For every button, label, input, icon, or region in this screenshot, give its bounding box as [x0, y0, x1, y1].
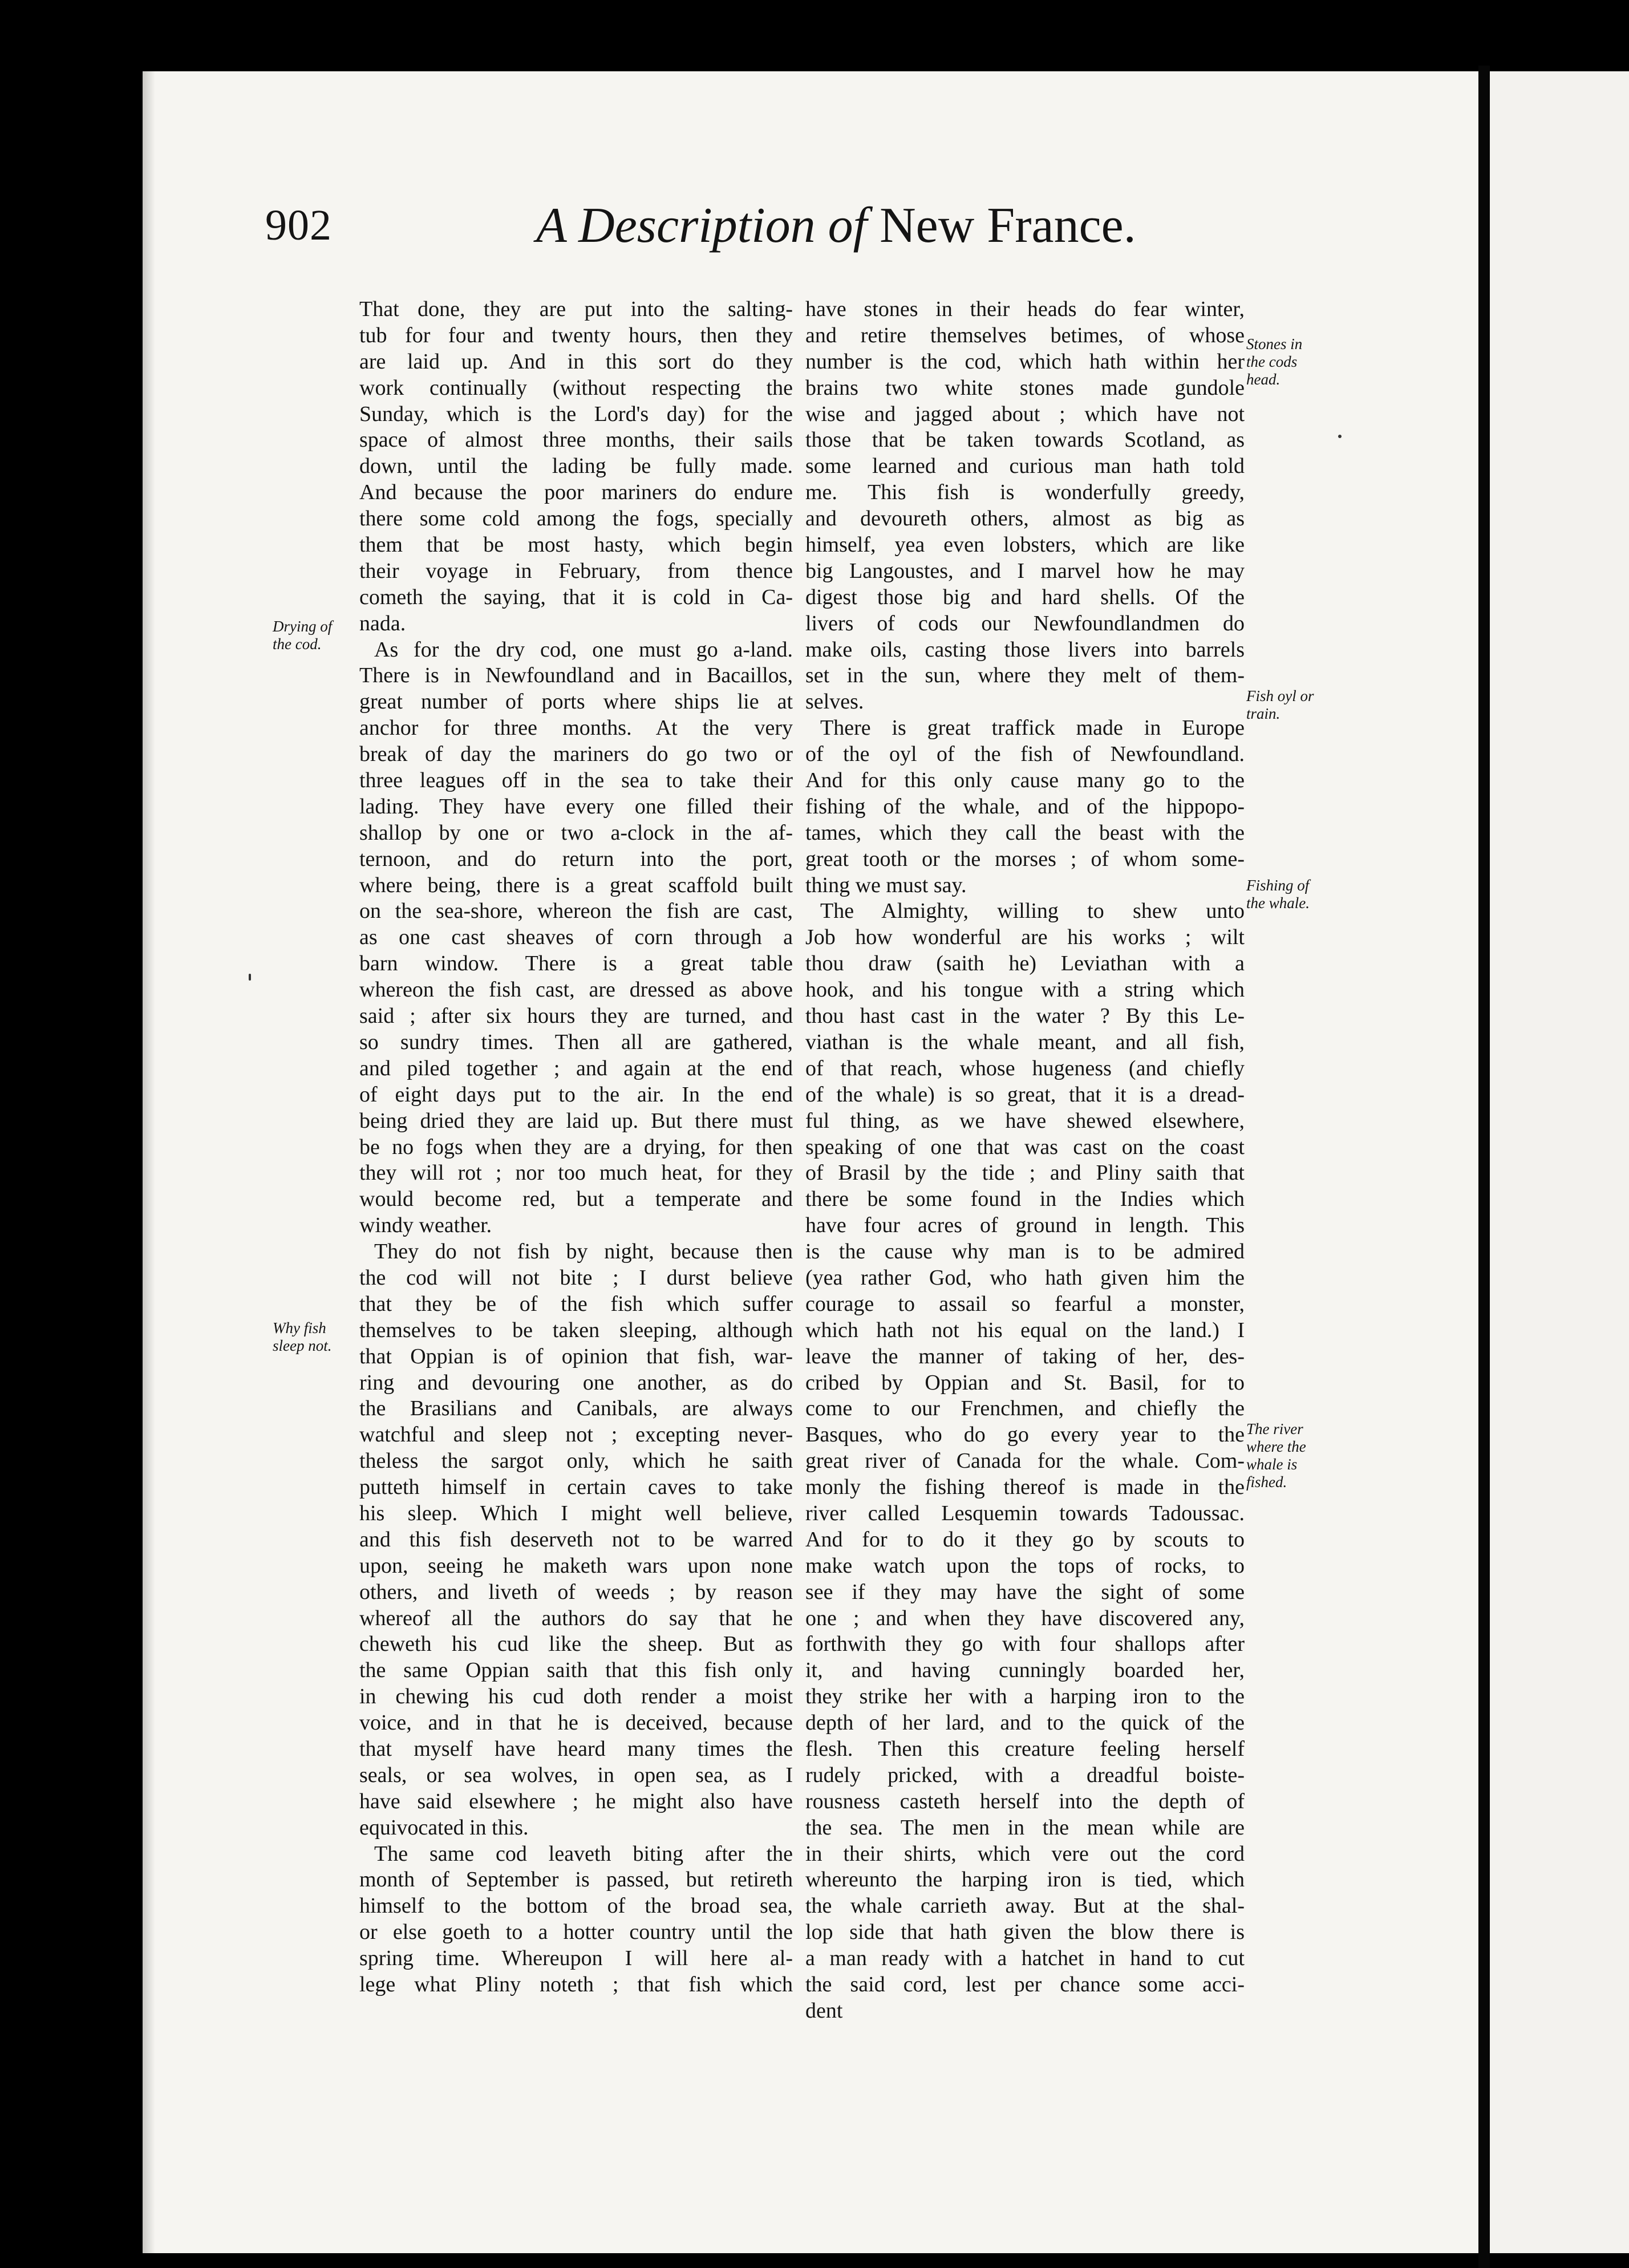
text-line: watchful and sleep not ; excepting never- [359, 1423, 793, 1447]
text-line: they strike her with a harping iron to the [805, 1684, 1245, 1709]
text-line: or else goeth to a hotter country until the [359, 1920, 793, 1945]
text-line: of Brasil by the tide ; and Pliny saith that [805, 1161, 1245, 1185]
text-line: space of almost three months, their sails [359, 428, 793, 452]
margin-note-line: Stones in [1246, 335, 1303, 353]
left-text-column [359, 297, 793, 1998]
text-line: be no fogs when they are a drying, for then [359, 1135, 793, 1159]
text-line: and devoureth others, almost as big as [805, 507, 1245, 531]
margin-note-line: train. [1246, 705, 1280, 722]
text-line: that myself have heard many times the [359, 1736, 793, 1761]
text-line: brains two white stones made gundole [805, 375, 1245, 400]
text-line: themselves to be taken sleeping, although [359, 1318, 793, 1342]
text-line: so sundry times. Then all are gathered, [359, 1030, 793, 1054]
margin-note-line: where the [1246, 1438, 1306, 1455]
running-title-roman: New France. [880, 198, 1136, 253]
text-line: thou draw (saith he) Leviathan with a [805, 951, 1245, 976]
text-line: rudely pricked, with a dreadful boiste- [805, 1763, 1245, 1787]
text-line: rousness casteth herself into the depth of [805, 1789, 1245, 1813]
text-line: them that be most hasty, which begin [359, 533, 793, 557]
text-line: is the cause why man is to be admired [805, 1240, 1245, 1264]
text-line: of the oyl of the fish of Newfoundland. [805, 742, 1245, 767]
text-line: great number of ports where ships lie at [359, 690, 793, 714]
text-line: hook, and his tongue with a string which [805, 978, 1245, 1002]
scan-background [0, 0, 143, 2268]
text-line: lop side that hath given the blow there is [805, 1920, 1245, 1945]
text-line: work continually (without respecting the [359, 375, 793, 400]
text-line: lege what Pliny noteth ; that fish which [359, 1973, 793, 1996]
text-line: courage to assail so fearful a monster, [805, 1291, 1245, 1316]
text-line: whereof all the authors do say that he [359, 1606, 793, 1630]
text-line: There is in Newfoundland and in Bacaillos, [359, 663, 793, 688]
text-line: in their shirts, which vere out the cord [805, 1841, 1245, 1866]
text-line: speaking of one that was cast on the coast [805, 1135, 1245, 1159]
text-line: and retire themselves betimes, of whose [805, 323, 1245, 347]
margin-note-line: Fishing of [1246, 877, 1310, 894]
text-line: depth of her lard, and to the quick of the [805, 1711, 1245, 1735]
margin-note-line: fished. [1246, 1473, 1287, 1491]
text-line: thou hast cast in the water ? By this Le- [805, 1004, 1245, 1028]
text-line: there some cold among the fogs, specially [359, 507, 793, 531]
text-line: one ; and when they have discovered any, [805, 1606, 1245, 1630]
text-line: break of day the mariners do go two or [359, 742, 793, 767]
margin-note-line: Fish oyl or [1246, 687, 1314, 704]
margin-note-fishing-whale [1246, 877, 1343, 912]
text-line: in chewing his cud doth render a moist [359, 1684, 793, 1709]
text-line: ternoon, and do return into the port, [359, 847, 793, 871]
text-line: of that reach, whose hugeness (and chiefly [805, 1056, 1245, 1080]
text-line: the cod will not bite ; I durst believe [359, 1265, 793, 1290]
text-line: on the sea-shore, whereon the fish are cast, [359, 899, 793, 924]
text-line: thing we must say. [805, 873, 967, 897]
margin-note-line: the whale. [1246, 894, 1310, 912]
text-line: of the whale) is so great, that it is a dread- [805, 1082, 1245, 1107]
margin-note-line: Why fish [273, 1319, 326, 1336]
text-line: have said elsewhere ; he might also have [359, 1789, 793, 1813]
text-line: his sleep. Which I might well believe, [359, 1501, 793, 1525]
text-line: Job how wonderful are his works ; wilt [805, 925, 1245, 950]
text-line: come to our Frenchmen, and chiefly the [805, 1396, 1245, 1421]
text-line: livers of cods our Newfoundlandmen do [805, 611, 1245, 635]
text-line: said ; after six hours they are turned, and [359, 1004, 793, 1028]
scan-speck [1338, 435, 1342, 438]
text-line: set in the sun, where they melt of them- [805, 663, 1245, 688]
text-line: wise and jagged about ; which have not [805, 402, 1245, 426]
margin-note-river-whale [1246, 1420, 1343, 1491]
text-line: being dried they are laid up. But there must [359, 1108, 793, 1133]
text-line: selves. [805, 690, 864, 714]
text-line: himself to the bottom of the broad sea, [359, 1894, 793, 1918]
margin-note-why-fish-sleep [273, 1319, 358, 1355]
text-line: which hath not his equal on the land.) I [805, 1318, 1245, 1342]
text-line: tames, which they call the beast with the [805, 820, 1245, 845]
margin-note-line: sleep not. [273, 1337, 332, 1354]
text-line: That done, they are put into the salting- [359, 297, 793, 321]
text-line: shallop by one or two a-clock in the af- [359, 820, 793, 845]
text-line: And because the poor mariners do endure [359, 480, 793, 505]
text-line: those that be taken towards Scotland, as [805, 428, 1245, 452]
text-line: some learned and curious man hath told [805, 454, 1245, 479]
margin-note-line: the cod. [273, 635, 322, 653]
running-title-italic: A Description of [536, 198, 868, 253]
text-line: (yea rather God, who hath given him the [805, 1265, 1245, 1290]
text-line: As for the dry cod, one must go a-land. [374, 637, 793, 662]
text-line: cribed by Oppian and St. Basil, for to [805, 1370, 1245, 1395]
text-line: they will rot ; nor too much heat, for they [359, 1161, 793, 1185]
text-line: digest those big and hard shells. Of the [805, 585, 1245, 609]
text-line: make oils, casting those livers into barrels [805, 637, 1245, 662]
text-line: great river of Canada for the whale. Com- [805, 1449, 1245, 1473]
text-line: theless the sargot only, which he saith [359, 1449, 793, 1473]
text-line: And for to do it they go by scouts to [805, 1527, 1245, 1552]
page-edge-shadow [143, 71, 155, 2253]
text-line: their voyage in February, from thence [359, 558, 793, 583]
text-line: upon, seeing he maketh wars upon none [359, 1553, 793, 1578]
margin-note-stones-head [1246, 335, 1343, 388]
text-line: There is great traffick made in Europe [820, 716, 1245, 740]
text-line: cheweth his cud like the sheep. But as [359, 1632, 793, 1657]
text-line: where being, there is a great scaffold built [359, 873, 793, 897]
text-line: there be some found in the Indies which [805, 1187, 1245, 1212]
text-line: dent [805, 1998, 843, 2023]
text-line: me. This fish is wonderfully greedy, [805, 480, 1245, 505]
text-line: that Oppian is of opinion that fish, war- [359, 1344, 793, 1368]
text-line: seals, or sea wolves, in open sea, as I [359, 1763, 793, 1787]
text-line: ful thing, as we have shewed elsewhere, [805, 1108, 1245, 1133]
text-line: month of September is passed, but retireth [359, 1868, 793, 1892]
text-line: big Langoustes, and I marvel how he may [805, 558, 1245, 583]
text-line: it, and having cunningly boarded her, [805, 1658, 1245, 1683]
text-line: The Almighty, willing to shew unto [820, 899, 1245, 924]
text-line: viathan is the whale meant, and all fish, [805, 1030, 1245, 1054]
text-line: flesh. Then this creature feeling herself [805, 1736, 1245, 1761]
text-line: the sea. The men in the mean while are [805, 1815, 1245, 1840]
text-line: three leagues off in the sea to take their [359, 768, 793, 793]
text-line: and piled together ; and again at the end [359, 1056, 793, 1080]
text-line: leave the manner of taking of her, des- [805, 1344, 1245, 1368]
text-line: windy weather. [359, 1213, 492, 1238]
text-line: a man ready with a hatchet in hand to cut [805, 1946, 1245, 1971]
text-line: ring and devouring one another, as do [359, 1370, 793, 1395]
text-line: equivocated in this. [359, 1815, 529, 1840]
page-gutter [1478, 66, 1490, 2268]
running-title [536, 197, 1136, 254]
margin-note-line: Drying of [273, 618, 333, 635]
text-line: fishing of the whale, and of the hippopo- [805, 794, 1245, 819]
text-line: have four acres of ground in length. This [805, 1213, 1245, 1238]
text-line: the same Oppian saith that this fish only [359, 1658, 793, 1683]
page-number: 902 [265, 201, 332, 249]
text-line: Sunday, which is the Lord's day) for the [359, 402, 793, 426]
text-line: make watch upon the tops of rocks, to [805, 1553, 1245, 1578]
margin-note-line: The river [1246, 1420, 1303, 1437]
facing-page-edge [1490, 71, 1629, 2253]
text-line: and this fish deserveth not to be warred [359, 1527, 793, 1552]
text-line: see if they may have the sight of some [805, 1580, 1245, 1604]
text-line: The same cod leaveth biting after the [374, 1841, 793, 1866]
text-line: that they be of the fish which suffer [359, 1291, 793, 1316]
margin-note-line: whale is [1246, 1456, 1298, 1473]
text-line: number is the cod, which hath within her [805, 349, 1245, 374]
text-line: monly the fishing thereof is made in the [805, 1475, 1245, 1500]
right-text-column [805, 297, 1245, 2024]
text-line: others, and liveth of weeds ; by reason [359, 1580, 793, 1604]
text-line: And for this only cause many go to the [805, 768, 1245, 793]
margin-note-line: head. [1246, 371, 1280, 388]
text-line: have stones in their heads do fear winter, [805, 297, 1245, 321]
margin-note-line: the cods [1246, 353, 1298, 370]
text-line: whereon the fish cast, are dressed as above [359, 978, 793, 1002]
text-line: forthwith they go with four shallops after [805, 1632, 1245, 1657]
margin-note-fish-oyl [1246, 687, 1343, 723]
margin-note-drying-cod [273, 618, 358, 653]
text-line: spring time. Whereupon I will here al- [359, 1946, 793, 1971]
text-line: the Brasilians and Canibals, are always [359, 1396, 793, 1421]
text-line: Basques, who do go every year to the [805, 1423, 1245, 1447]
text-line: lading. They have every one filled their [359, 794, 793, 819]
text-line: whereunto the harping iron is tied, which [805, 1868, 1245, 1892]
text-line: tub for four and twenty hours, then they [359, 323, 793, 347]
text-line: barn window. There is a great table [359, 951, 793, 976]
text-line: the whale carrieth away. But at the shal- [805, 1894, 1245, 1918]
text-line: as one cast sheaves of corn through a [359, 925, 793, 950]
text-line: the said cord, lest per chance some acci- [805, 1973, 1245, 1996]
text-line: nada. [359, 611, 406, 635]
text-line: voice, and in that he is deceived, because [359, 1711, 793, 1735]
text-line: putteth himself in certain caves to take [359, 1475, 793, 1500]
text-line: cometh the saying, that it is cold in Ca- [359, 585, 793, 609]
text-line: down, until the lading be fully made. [359, 454, 793, 479]
text-line: great tooth or the morses ; of whom some- [805, 847, 1245, 871]
text-line: are laid up. And in this sort do they [359, 349, 793, 374]
text-line: river called Lesquemin towards Tadoussac. [805, 1501, 1245, 1525]
text-line: himself, yea even lobsters, which are like [805, 533, 1245, 557]
text-line: would become red, but a temperate and [359, 1187, 793, 1212]
text-line: of eight days put to the air. In the end [359, 1082, 793, 1107]
text-line: anchor for three months. At the very [359, 716, 793, 740]
scan-speck [249, 974, 251, 981]
text-line: They do not fish by night, because then [374, 1240, 793, 1264]
